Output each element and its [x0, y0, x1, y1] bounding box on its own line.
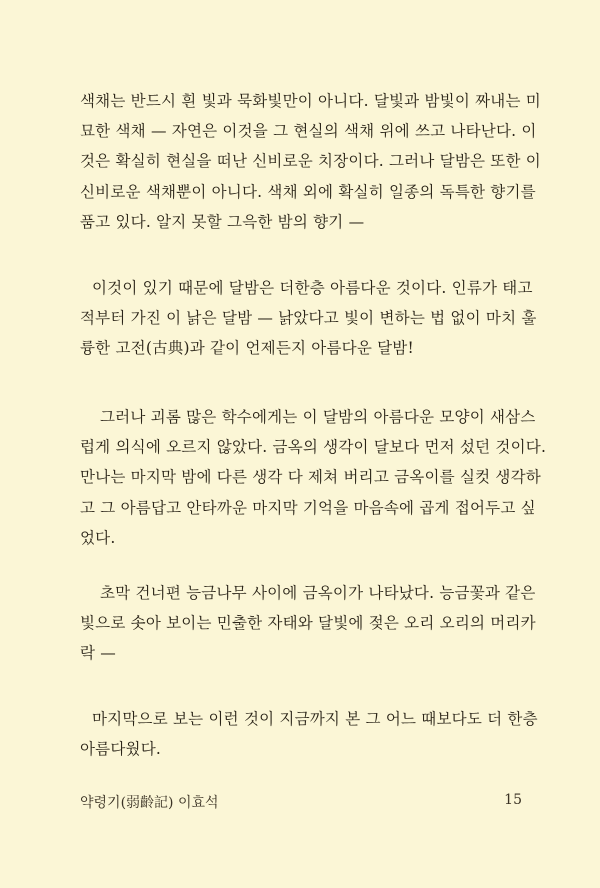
text-line: 만나는 마지막 밤에 다른 생각 다 제쳐 버리고 금옥이를 실컷 생각하 — [80, 468, 541, 487]
text-line: 럽게 의식에 오르지 않았다. 금옥의 생각이 달보다 먼저 섰던 것이다. — [80, 438, 547, 457]
text-line: 초막 건너편 능금나무 사이에 금옥이가 나타났다. 능금꽃과 같은 — [100, 584, 536, 602]
text-line: 신비로운 색채뿐이 아니다. 색채 외에 확실히 일종의 독특한 향기를 — [80, 182, 536, 201]
paragraph-2 — [80, 273, 537, 364]
text-line: 고 그 아름답고 안타까운 마지막 기억을 마음속에 곱게 접어두고 싶 — [80, 498, 536, 517]
text-line: 그러나 괴롬 많은 학수에게는 이 달밤의 아름다운 모양이 새삼스 — [100, 408, 536, 426]
paragraph-5 — [80, 704, 538, 764]
text-line: 아름다웠다. — [80, 740, 161, 759]
text-line: 이것이 있기 때문에 달밤은 더한층 아름다운 것이다. 인류가 태고 — [92, 279, 533, 297]
text-line: 락 — — [80, 644, 117, 663]
text-line: 었다. — [80, 528, 116, 547]
text-line: 색채는 반드시 흰 빛과 묵화빛만이 아니다. 달빛과 밤빛이 짜내는 미 — [80, 92, 541, 110]
paragraph-1 — [80, 86, 541, 237]
text-line: 묘한 색채 — 자연은 이것을 그 현실의 색채 위에 쓰고 나타난다. 이 — [80, 122, 537, 141]
text-line: 마지막으로 보는 이런 것이 지금까지 본 그 어느 때보다도 더 한층 — [92, 710, 538, 728]
page-footer — [80, 792, 522, 816]
text-line: 빛으로 솟아 보이는 민출한 자태와 달빛에 젖은 오리 오리의 머리카 — [80, 614, 536, 633]
page-number: 15 — [504, 792, 522, 808]
running-title: 약령기(弱齡記) 이효석 — [80, 795, 219, 811]
text-line: 적부터 가진 이 낡은 달밤 — 낡았다고 빛이 변하는 법 없이 마치 훌 — [80, 309, 537, 328]
paragraph-3 — [80, 402, 547, 553]
text-line: 품고 있다. 알지 못할 그윽한 밤의 향기 — — [80, 212, 365, 231]
paragraph-4 — [80, 578, 536, 669]
text-line: 것은 확실히 현실을 떠난 신비로운 치장이다. 그러나 달밤은 또한 이 — [80, 152, 541, 171]
text-line: 륭한 고전(古典)과 같이 언제든지 아름다운 달밤! — [80, 339, 414, 358]
